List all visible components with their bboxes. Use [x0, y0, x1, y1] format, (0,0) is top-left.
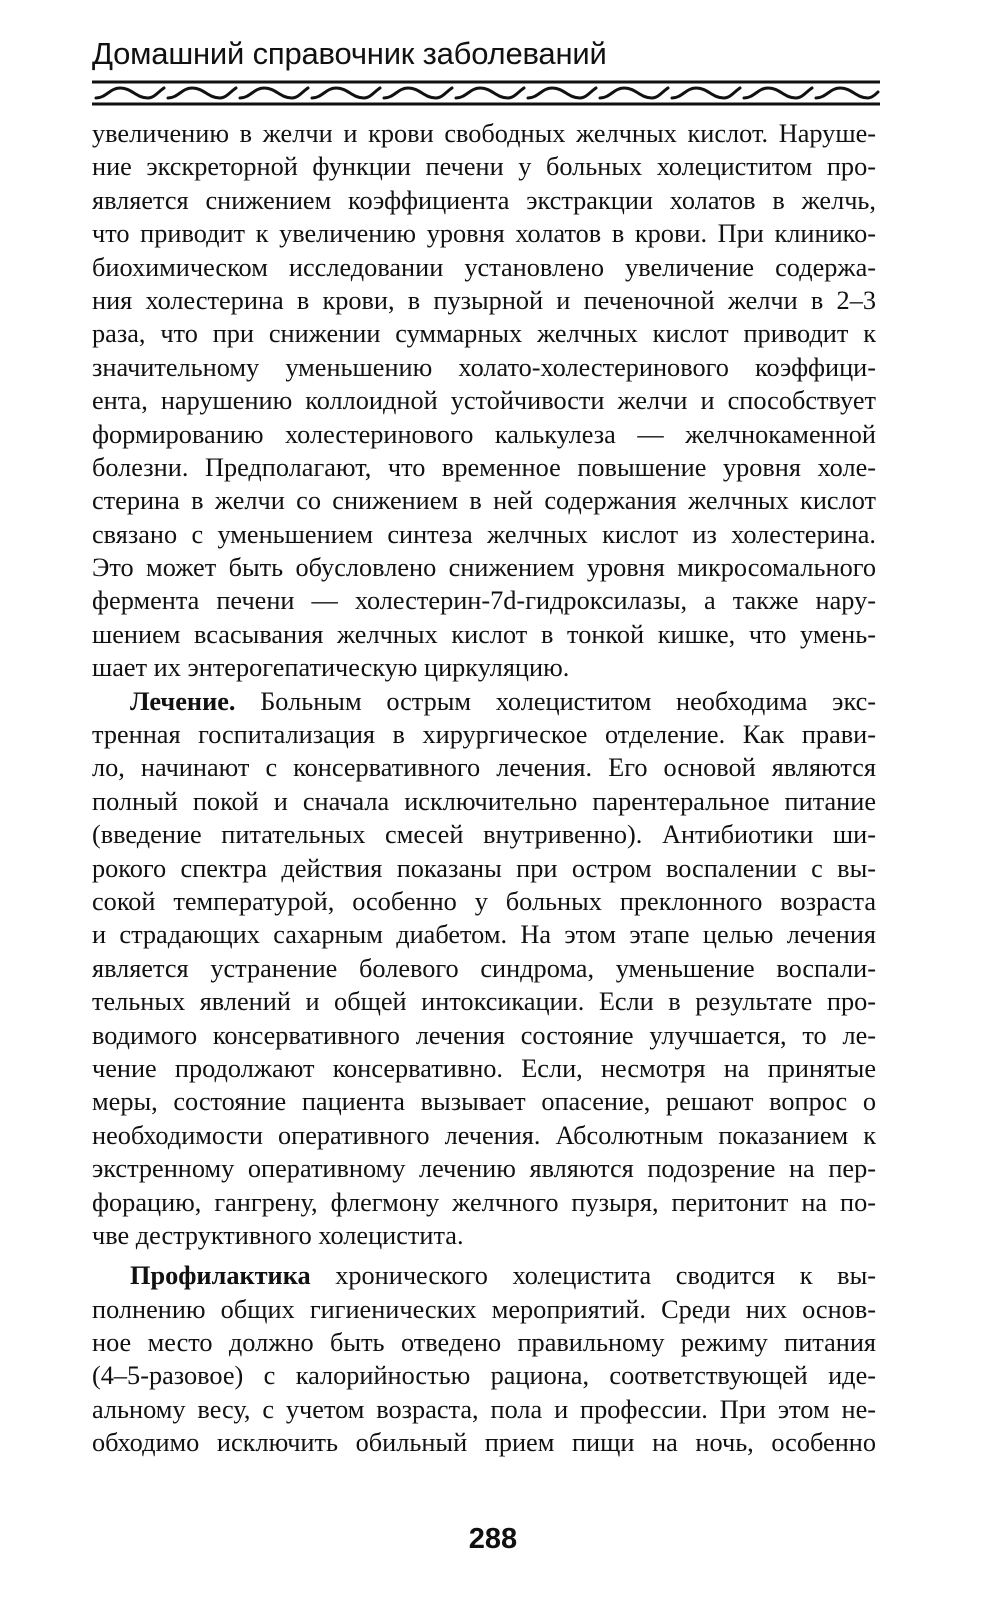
paragraph-prevention [92, 1259, 876, 1459]
text-line [92, 1259, 876, 1292]
text-line: связано с уменьшением синтеза желчных кислот из холестерина. [92, 519, 876, 549]
text-line: полнению общих гигиенических мероприятий. Среди них основ- [92, 1294, 876, 1324]
text-line: значительному уменьшению холато-холестеринового коэффици- [92, 352, 876, 382]
text-line: и страдающих сахарным диабетом. На этом этапе целью лечения [92, 920, 876, 950]
text-line: водимого консервативного лечения состояние улучшается, то ле- [92, 1020, 876, 1050]
text-line: рокого спектра действия показаны при остром воспалении с вы- [92, 853, 876, 883]
decorative-border-ornament [92, 80, 880, 106]
text-line: необходимости оперативного лечения. Абсолютным показанием к [92, 1120, 876, 1150]
text-line: чве деструктивного холецистита. [92, 1220, 464, 1250]
paragraph-lead-prevention: Профилактика [130, 1261, 311, 1291]
text-line: ние экскреторной функции печени у больных холециститом про- [92, 152, 876, 182]
text-line: является устранение болевого синдрома, уменьшение воспали- [92, 953, 876, 983]
text-line: сокой температурой, особенно у больных преклонного возраста [92, 886, 876, 916]
text-line-rest: хронического холецистита сводится к вы- [310, 1261, 876, 1291]
text-line: биохимическом исследовании установлено увеличение содержа- [92, 252, 876, 282]
text-line: экстренному оперативному лечению являются подозрение на пер- [92, 1154, 876, 1184]
paragraph-lead-treatment: Лечение. [130, 686, 236, 716]
text-line: ное место должно быть отведено правильному режиму питания [92, 1328, 876, 1358]
text-line: (введение питательных смесей внутривенно). Антибиотики ши- [92, 820, 876, 850]
text-line: форацию, гангрену, флегмону желчного пузыря, перитонит на по- [92, 1187, 876, 1217]
text-line: альному весу, с учетом возраста, пола и профессии. При этом не- [92, 1394, 876, 1424]
paragraph [92, 117, 876, 685]
text-line: раза, что при снижении суммарных желчных кислот приводит к [92, 319, 876, 349]
text-line: обходимо исключить обильный прием пищи на ночь, особенно [92, 1428, 876, 1458]
text-line: (4–5-разовое) с калорийностью рациона, соответствующей иде- [92, 1361, 876, 1391]
text-line: шает их энтерогепатическую циркуляцию. [92, 653, 570, 683]
text-line: увеличению в желчи и крови свободных желчных кислот. Наруше- [92, 119, 876, 148]
text-line: шением всасывания желчных кислот в тонкой кишке, что умень- [92, 619, 876, 649]
text-line: тельных явлений и общей интоксикации. Если в результате про- [92, 987, 876, 1017]
text-line [92, 685, 876, 718]
page-number: 288 [468, 1523, 518, 1555]
text-line: Это может быть обусловлено снижением уровня микросомального [92, 553, 876, 583]
text-line: меры, состояние пациента вызывает опасение, решают вопрос о [92, 1087, 876, 1117]
text-line: формированию холестеринового калькулеза — желчнокаменной [92, 419, 876, 449]
text-line: что приводит к увеличению уровня холатов в крови. При клинико- [92, 219, 876, 249]
text-line: ло, начинают с консервативного лечения. Его основой являются [92, 753, 876, 783]
text-line: стерина в желчи со снижением в ней содержания желчных кислот [92, 486, 876, 516]
running-head-title: Домашний справочник заболеваний [92, 36, 607, 71]
text-line: ента, нарушению коллоидной устойчивости желчи и способствует [92, 386, 876, 416]
text-line: болезни. Предполагают, что временное повышение уровня холе- [92, 452, 876, 482]
text-line: чение продолжают консервативно. Если, несмотря на принятые [92, 1053, 876, 1083]
text-line-rest: Больным острым холециститом необходима экс- [235, 686, 876, 716]
text-line: полный покой и сначала исключительно парентеральное питание [92, 786, 876, 816]
body-text [92, 117, 876, 1460]
text-line: фермента печени — холестерин-7d-гидроксилазы, а также нару- [92, 586, 876, 616]
text-line: тренная госпитализация в хирургическое отделение. Как прави- [92, 720, 876, 750]
paragraph-treatment [92, 685, 876, 1253]
text-line: ния холестерина в крови, в пузырной и печеночной желчи в 2–3 [92, 285, 876, 315]
text-line: является снижением коэффициента экстракции холатов в желчь, [92, 185, 876, 215]
paragraph-gap [92, 1252, 876, 1259]
